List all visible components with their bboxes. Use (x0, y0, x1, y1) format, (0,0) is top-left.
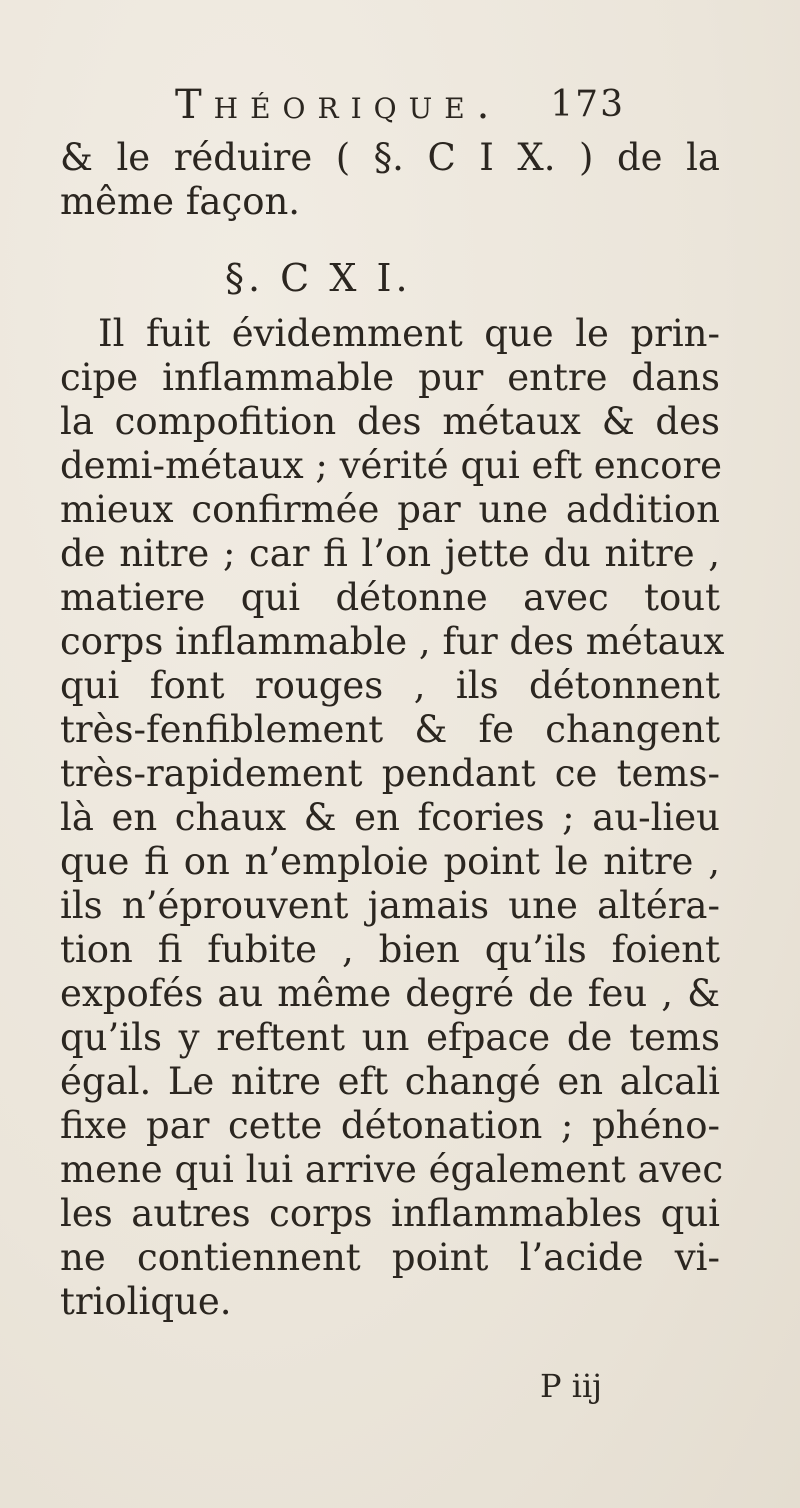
running-title: Théorique. (175, 82, 502, 128)
page-header (175, 80, 625, 130)
text-line: les autres corps inflammables qui (60, 1192, 720, 1235)
text-line: très-rapidement pendant ce tems- (60, 752, 720, 795)
text-line: tion fi fubite , bien qu’ils foient (60, 928, 720, 971)
text-line: de nitre ; car fi l’on jette du nitre , (60, 532, 720, 575)
text-line: égal. Le nitre eft changé en alcali (60, 1060, 720, 1103)
section-heading: §. C X I. (225, 256, 412, 300)
text-line: expofés au même degré de feu , & (60, 972, 720, 1015)
text-line: cipe inflammable pur entre dans (60, 356, 720, 399)
text-line: que fi on n’emploie point le nitre , (60, 840, 720, 883)
text-line: demi-métaux ; vérité qui eft encore (60, 444, 723, 487)
text-line: Il fuit évidemment que le prin- (98, 312, 720, 355)
text-line: ils n’éprouvent jamais une altéra- (60, 884, 720, 927)
page-number: 173 (550, 84, 625, 125)
text-line: ne contiennent point l’acide vi- (60, 1236, 720, 1279)
text-line: & le réduire ( §. C I X. ) de la (60, 136, 720, 179)
printer-signature: P iij (540, 1367, 603, 1405)
text-line: la compofition des métaux & des (60, 400, 720, 443)
text-line: corps inflammable , fur des métaux (60, 620, 725, 663)
text-line: qu’ils y reftent un efpace de tems (60, 1016, 720, 1059)
text-line: qui font rouges , ils détonnent (60, 664, 720, 707)
text-line: matiere qui détonne avec tout (60, 576, 720, 619)
text-line: mieux confirmée par une addition (60, 488, 720, 531)
text-line: mene qui lui arrive également avec (60, 1148, 724, 1191)
text-line: là en chaux & en fcories ; au-lieu (60, 796, 720, 839)
text-line: très-fenfiblement & fe changent (60, 708, 720, 751)
text-line: triolique. (60, 1280, 232, 1323)
text-line: fixe par cette détonation ; phéno- (60, 1104, 720, 1147)
text-line: même façon. (60, 180, 301, 223)
